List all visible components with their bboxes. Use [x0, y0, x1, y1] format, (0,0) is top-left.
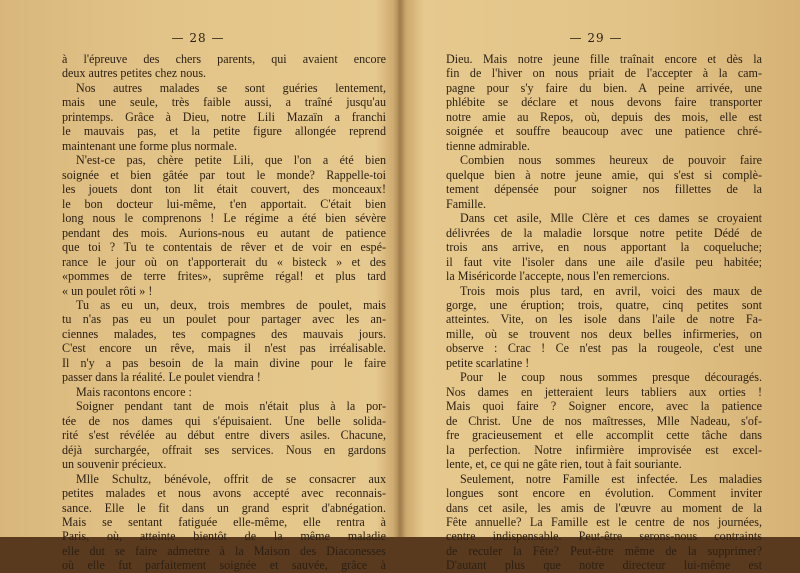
- left-page-text: [62, 52, 386, 573]
- text-line: «pommes de terre frites», suprême régal! et plus tard: [62, 269, 386, 284]
- text-line: long nous le comprenons ! Le régime a été bien sévère: [62, 211, 386, 226]
- text-line: Mlle Schultz, bénévole, offrit de se consacrer aux: [76, 471, 386, 486]
- text-line: petites malades et nous avons accepté avec reconnais-: [62, 486, 386, 501]
- right-page-text: [446, 52, 762, 573]
- text-line: tu n'as pas eu un poulet pour partager avec les an-: [62, 312, 386, 327]
- text-line: Dieu. Mais notre jeune fille traînait encore et dès la: [446, 52, 762, 66]
- text-line: Mais quoi faire ? Soigner encore, avec la patience: [446, 399, 762, 414]
- text-line: Tu as eu un, deux, trois membres de poulet, mais: [76, 297, 386, 312]
- text-line: Pour le coup nous sommes presque découragés.: [460, 370, 762, 385]
- text-line: dans cet asile, les amis de l'œuvre au moment de la: [446, 500, 762, 515]
- text-line: Fête annuelle? La Famille est le centre de nos journées,: [446, 515, 762, 529]
- text-line: D'autant plus que notre directeur lui-même est: [446, 558, 762, 573]
- text-line: un souvenir précieux.: [62, 457, 167, 472]
- text-line: centre indispensable. Peut-être serons-nous contraints: [446, 529, 762, 544]
- text-line: N'est-ce pas, chère petite Lili, que l'on a été bien: [76, 153, 386, 168]
- text-line: mais une seule, très faible aussi, a traîné jusqu'au: [62, 95, 386, 110]
- text-line: fre gracieusement et elle accomplit cette tâche dans: [446, 428, 762, 443]
- text-line: ciennes malades, tes compagnes des mauvais jours.: [62, 326, 386, 341]
- text-line: Mais se sentant fatiguée elle-même, elle rentra à: [62, 515, 386, 529]
- text-line: à l'épreuve des chers parents, qui avaient encore: [62, 52, 386, 66]
- page-number-right: — 29 —: [569, 31, 623, 45]
- text-line: Combien nous sommes heureux de pouvoir faire: [460, 153, 762, 168]
- text-line: rance le jour où on t'apporterait du « bisteck » et des: [62, 254, 386, 269]
- text-line: Nos dames en jetteraient leurs tabliers aux orties !: [446, 384, 762, 399]
- text-line: Soigner pendant tant de mois n'était plus à la por-: [76, 399, 386, 414]
- text-line: atteintes. Vite, on les isole dans l'aile de notre Fa-: [446, 312, 762, 327]
- text-line: Paris, où, atteinte bientôt de la même maladie: [62, 529, 386, 544]
- right-page: [400, 0, 800, 573]
- text-line: observe : Crac ! Ce n'est pas la rougeole, c'est une: [446, 341, 762, 356]
- text-line: de reculer la Fête? Peut-être même de la supprimer?: [446, 543, 762, 558]
- text-line: elle dut se faire admettre à la Maison des Diaconesses: [62, 543, 386, 558]
- text-line: longues sont encore en évolution. Comment inviter: [446, 486, 762, 501]
- text-line: tement dépensée pour soigner nos fillettes de la: [446, 182, 762, 197]
- text-line: notre amie au Repos, où, depuis des mois, elle est: [446, 109, 762, 124]
- text-line: tienne admirable.: [446, 138, 530, 153]
- text-line: la perfection. Notre infirmière improvisée est excel-: [446, 442, 762, 457]
- text-line: Dans cet asile, Mlle Clère et ces dames se croyaient: [460, 211, 762, 226]
- text-line: sance. Elle le fit dans un grand esprit d'abnégation.: [62, 500, 386, 515]
- text-line: Il n'y a pas besoin de la main divine pour le faire: [62, 355, 386, 370]
- text-line: la Miséricorde l'accepte, nous l'en remercions.: [446, 269, 670, 284]
- text-line: petite scarlatine !: [446, 355, 530, 370]
- text-line: deux autres petites chez nous.: [62, 66, 207, 81]
- text-line: Trois mois plus tard, en avril, voici des maux de: [460, 283, 762, 298]
- text-line: lente, et, ce qui ne gâte rien, tout à fait souriante.: [446, 457, 682, 472]
- text-line: que toi ? Tu te contentais de rêver et de voir en espé-: [62, 240, 386, 255]
- text-line: Mais racontons encore :: [76, 384, 192, 399]
- page-number-left: — 28 —: [171, 31, 225, 45]
- text-line: rité s'est révélée au début entre divers asiles. Chacune,: [62, 428, 386, 443]
- text-line: « un poulet rôti » !: [62, 283, 153, 298]
- text-line: déjà surchargée, offrait ses services. Nous en gardons: [62, 442, 386, 457]
- text-line: le mauvais pas, et la petite figure allongée reprend: [62, 124, 386, 139]
- text-line: trois ans arrive, en nous apportant la coqueluche;: [446, 240, 762, 255]
- text-line: quelque bien à notre jeune amie, qui s'est si complè-: [446, 167, 762, 182]
- text-line: printemps. Grâce à Dieu, notre Lili Mazaïn a franchi: [62, 109, 386, 124]
- text-line: soignée et bien gâtée par tout le monde? Rappelle-toi: [62, 167, 386, 182]
- text-line: maintenant une forme plus normale.: [62, 138, 237, 153]
- text-line: délivrées de la maladie lorsque notre petite Dédé de: [446, 225, 762, 240]
- text-line: passer dans la réalité. Le poulet viendra !: [62, 370, 261, 385]
- text-line: le bon docteur lui-même, t'en apportait. C'était bien: [62, 196, 386, 211]
- text-line: soignée et souffre beaucoup avec une patience chré-: [446, 124, 762, 139]
- text-line: C'est encore un rêve, mais il n'est pas irréalisable.: [62, 341, 386, 356]
- text-line: Seulement, notre Famille est infectée. Les maladies: [460, 471, 762, 486]
- text-line: les jouets dont ton lit était couvert, des monceaux!: [62, 182, 386, 197]
- text-line: de Christ. Une de nos maîtresses, Mlle Nadeau, s'of-: [446, 413, 762, 428]
- text-line: pendant des mois. Aurions-nous eu autant de patience: [62, 225, 386, 240]
- text-line: il faut vite l'isoler dans une aile d'asile peu habitée;: [446, 254, 762, 269]
- text-line: fin de l'hiver on nous priait de l'accepter à la cam-: [446, 66, 762, 81]
- text-line: gorge, une éruption; trois, quatre, cinq petites sont: [446, 297, 762, 312]
- text-line: où elle fut parfaitement soignée et sauvée, grâce à: [62, 558, 386, 573]
- text-line: Famille.: [446, 196, 486, 211]
- text-line: phlébite se déclare et nous devons faire transporter: [446, 95, 762, 110]
- text-line: Nos autres malades se sont guéries lentement,: [76, 80, 386, 95]
- text-line: tée de nos dames qui s'épuisaient. Une belle solida-: [62, 413, 386, 428]
- text-line: pagne pour s'y faire du bien. A peine arrivée, une: [446, 80, 762, 95]
- text-line: mille, où se trouvent nos deux belles infirmeries, on: [446, 326, 762, 341]
